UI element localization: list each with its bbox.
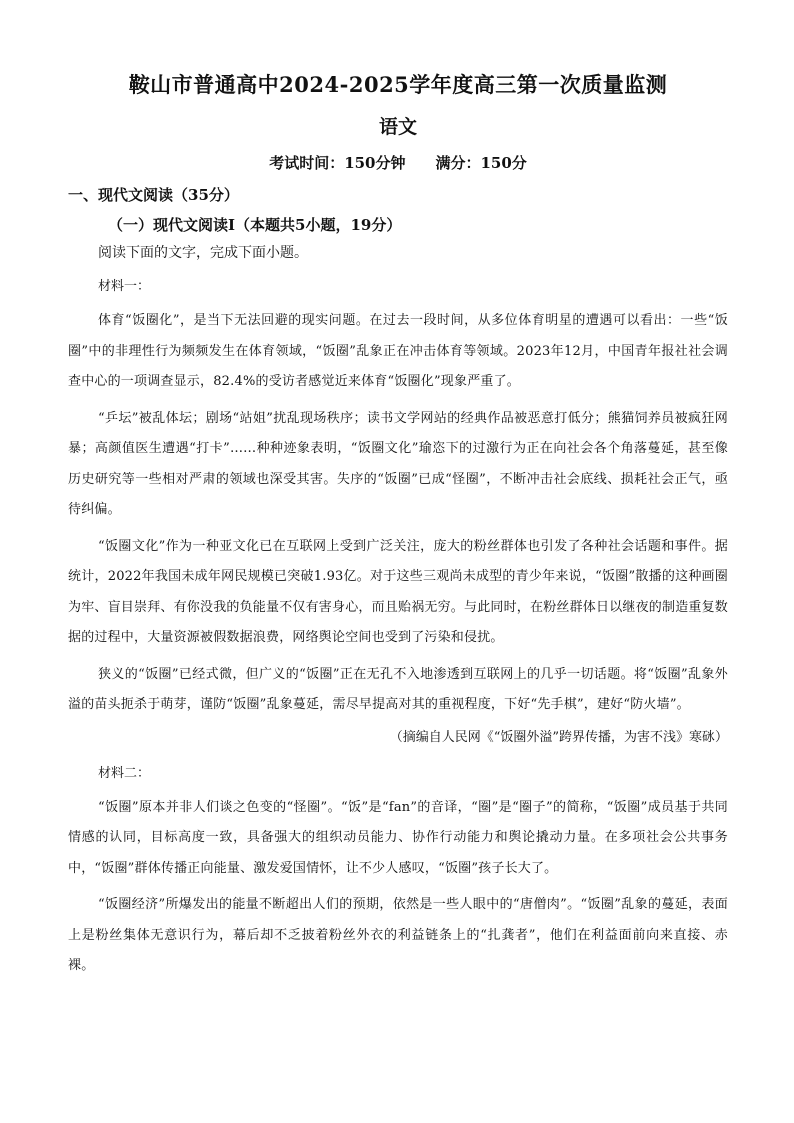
- section-heading: 一、现代文阅读（35分）: [68, 186, 239, 204]
- material-1-label: 材料一：: [98, 279, 151, 294]
- material-1-source: （摘编自人民网《“饭圈外溢”跨界传播，为害不浅》寒砯）: [389, 729, 728, 745]
- document-title: 鞍山市普通高中2024-2025学年度高三第一次质量监测: [128, 72, 668, 97]
- material-2-label: 材料二：: [98, 765, 151, 781]
- full-score: 满分：150分: [435, 154, 527, 172]
- material-2-paragraph-2: “饭圈经济”所爆发出的能量不断超出人们的预期，依然是一些人眼中的“唐僧肉”。“饭圈”乱象的蔓延，表面上是粉丝集体无意识行为，幕后却不乏披着粉丝外衣的利益链条上的“扎龚者”，他们在利益面前向来直接、赤裸。: [68, 897, 728, 973]
- material-1-paragraph-2: “乒坛”被乱体坛；剧场“站姐”扰乱现场秩序；读书文学网站的经典作品被恶意打低分；熊猫饲养员被疯狂网暴；高颜值医生遭遇“打卡”……种种迹象表明，“饭圈文化”瑜恣下的过激行为正在向社会各个角落蔓延，甚至像历史研究等一些相对严肃的领域也深受其害。失序的“饭圈”已成“怪圈”，不断冲击社会底线、损耗社会正气，亟待纠偏。: [68, 410, 728, 517]
- material-1-paragraph-4: 狭义的“饭圈”已经式微，但广义的“饭圈”正在无孔不入地渗透到互联网上的几乎一切话题。将“饭圈”乱象外溢的苗头扼杀于萌芽，谨防“饭圈”乱象蔓延，需尽早提高对其的重视程度，下好“先手棋”，建好“防火墙”。: [68, 666, 728, 712]
- material-2-paragraph-1: “饭圈”原本并非人们谈之色变的“怪圈”。“饭”是“fan”的音译，“圈”是“圈子”的简称，“饭圈”成员基于共同情感的认同，目标高度一致，具备强大的组织动员能力、协作行动能力和舆论撬动力量。在多项社会公共事务中，“饭圈”群体传播正向能量、激发爱国情怀，让不少人感叹，“饭圈”孩子长大了。: [68, 799, 728, 876]
- material-1-paragraph-1: 体育“饭圈化”，是当下无法回避的现实问题。在过去一段时间，从多位体育明星的遭遇可以看出：一些“饭圈”中的非理性行为频频发生在体育领域，“饭圈”乱象正在冲击体育等领域。2023年12月，中国青年报社社会调查中心的一项调查显示，82.4%的受访者感觉近来体育“饭圈化”现象严重了。: [68, 313, 728, 389]
- material-1-paragraph-3: “饭圈文化”作为一种亚文化已在互联网上受到广泛关注，庞大的粉丝群体也引发了各种社会话题和事件。据统计，2022年我国未成年网民规模已突破1.93亿。对于这些三观尚未成型的青少年来说，“饭圈”散播的这种画圈为牢、盲目崇拜、有你没我的负能量不仅有害身心，而且贻祸无穷。与此同时，在粉丝群体日以继夜的制造重复数据的过程中，大量资源被假数据浪费，网络舆论空间也受到了污染和侵扰。: [68, 538, 729, 645]
- sub-section-heading: （一）现代文阅读Ⅰ（本题共5小题，19分）: [108, 216, 402, 234]
- exam-info: [68, 152, 728, 174]
- subject-title: 语文: [378, 116, 417, 138]
- reading-instruction: 阅读下面的文字，完成下面小题。: [98, 245, 308, 261]
- exam-time: 考试时间：150分钟: [269, 154, 406, 172]
